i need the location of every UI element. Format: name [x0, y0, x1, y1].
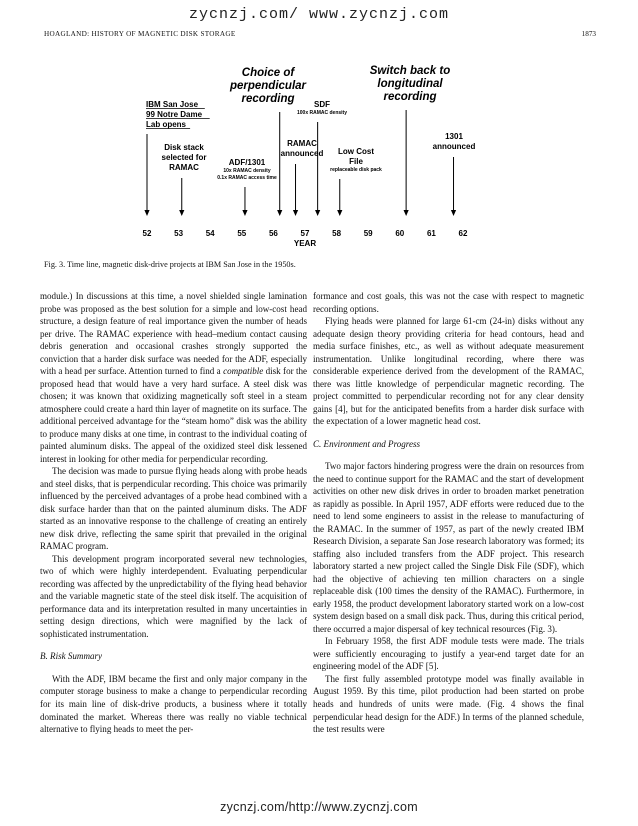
paragraph-text: Two major factors hindering progress were the drain on resources from the need to continue support for the RAMAC and the start of development activities on other new disk drives in order to broaden market penetration as rapidly as possible. In April 1957, ADF efforts were reduced due to the need to lend some engineers to assist in the release to manufacturing of the RAMAC. In the summer of 1957, as part of the newly created IBM Research Division, a separate San Jose research laboratory was formed; its staffing also included transfers from the ADF project. This research laboratory started a new project called the Single Disk File (SDF), which had the objective of achieving ten million characters on a single replaceable disk (100 times the density of the RAMAC). Furthermore, in early 1958, the product development laboratory started work on a low-cost system design based on a small disk pack. Thus, during this critical period, there occurred a major dispersal of key technical resources (Fig. 3).	[313, 461, 584, 634]
body-paragraph	[40, 673, 307, 736]
body-paragraph	[313, 315, 584, 428]
event-label: RAMAC	[287, 139, 317, 148]
event-label: announced	[280, 149, 324, 158]
arrow-head	[451, 210, 456, 216]
body-paragraph	[40, 290, 307, 465]
paragraph-text: module.) In discussions at this time, a novel shielded single lamination probe was proposed as the best solution for a simple and low-cost head structure, a design feature of real importance given the number of heads per drive. The RAMAC experience with head–medium contact causing debris generation and occasional crashes strongly supported the conviction that a harder disk surface was needed for the ADF, especially with a head per surface. Attention turned to find a	[40, 291, 307, 377]
body-paragraph	[313, 673, 584, 736]
paragraph-text: With the ADF, IBM became the first and only major company in the computer storage business to make a change to perpendicular recording for its main line of disk-drive products, a business where it totally dominated the market. Whereas there was really no viable technical alternative to flying heads to meet the per-	[40, 673, 307, 735]
running-head: HOAGLAND: HISTORY OF MAGNETIC DISK STORAGE	[44, 30, 236, 38]
section-heading: C. Environment and Progress	[313, 438, 421, 449]
event-label: File	[349, 157, 363, 166]
watermark-bottom: zycnzj.com/http://www.zycnzj.com	[220, 800, 418, 814]
body-paragraph	[40, 553, 307, 641]
event-label: 99 Notre Dame	[146, 110, 203, 119]
longitudinal-heading-line: Switch back to	[369, 65, 451, 77]
axis-tick-label: 53	[174, 229, 184, 238]
body-paragraph	[313, 290, 584, 315]
event-label: Low Cost	[338, 147, 374, 156]
paragraph-text: The first fully assembled prototype model was finally available in August 1959. By this time, pilot production had been started on probe heads and hundreds of units were made. (Fig. 4 shows the final perpendicular head design for the ADF.) In terms of the planned schedule, the test results were	[313, 673, 584, 735]
body-paragraph	[313, 460, 584, 635]
paragraph-text: Flying heads were planned for large 61-cm (24-in) disks without any adequate design theory providing criteria for head contours, head and media surface finishes, etc., as well as without adequate measurement instrumentation. Unlike longitudinal recording, where there was considerable experience derived from the development of the RAMAC, there was little knowledge of perpendicular magnetic recording. The project committed to perpendicular recording not for any clear density gains [4], but for the anticipated benefits from a harder disk surface with the expectation of a lower magnetic head cost.	[313, 316, 584, 427]
watermark-top: zycnzj.com/ www.zycnzj.com	[188, 6, 450, 23]
event-label: announced	[432, 142, 476, 151]
event-label: RAMAC	[169, 163, 199, 172]
axis-tick-label: 59	[363, 229, 373, 238]
paragraph-text: In February 1958, the first ADF module tests were made. The trials were sufficiently encouraging to justify a year-end target date for an engineering model of the ADF [5].	[313, 636, 584, 672]
arrow-head	[277, 210, 282, 216]
arrow-head	[337, 210, 342, 216]
left-column	[40, 290, 307, 736]
right-column	[313, 290, 584, 736]
emphasis: compatible	[223, 366, 264, 377]
arrow-head	[242, 210, 247, 216]
axis-tick-label: 57	[300, 229, 310, 238]
perpendicular-heading-line: recording	[241, 93, 295, 105]
perpendicular-heading-line: Choice of	[241, 67, 295, 79]
body-paragraph	[313, 635, 584, 673]
longitudinal-heading-line: longitudinal	[377, 78, 443, 90]
arrow-head	[293, 210, 298, 216]
event-label: SDF	[314, 100, 330, 109]
axis-tick-label: 58	[332, 229, 342, 238]
event-label: Lab opens	[146, 120, 187, 129]
axis-tick-label: 60	[395, 229, 405, 238]
event-sublabel: 10x RAMAC density	[223, 168, 271, 174]
arrow-head	[404, 210, 409, 216]
perpendicular-heading-line: perpendicular	[229, 80, 307, 92]
paragraph-text: formance and cost goals, this was not the case with respect to magnetic recording options.	[313, 291, 584, 314]
event-label: ADF/1301	[228, 158, 266, 167]
page-number: 1873	[581, 30, 596, 38]
event-label: IBM San Jose	[146, 100, 199, 109]
paragraph-text: The decision was made to pursue flying heads along with probe heads and steel disks, that is perpendicular recording. This choice was primarily influenced by the perceived advantages of a probe head combined with a disk surface harder than that on the painted aluminum disks. The ADF started as an innovative response to the challenge of creating an entirely new disk drive, reflecting the same spirit that prevailed in the original RAMAC program.	[40, 466, 307, 552]
axis-tick-label: 56	[268, 229, 278, 238]
axis-tick-label: 52	[142, 229, 152, 238]
axis-tick-label: 62	[458, 229, 468, 238]
arrow-head	[144, 210, 149, 216]
paragraph-text: disk for the proposed head that would have a very hard surface. A steel disk was chosen; it was known that oxidizing magnetically soft steel in a steam atmosphere could create a hard thin layer of magnetite on its surface. The additional perceived advantage for the “steam homo” disk was the ability to produce many disks at one time, in contrast to the individual coating of painted aluminum disks. The appeal of the oxidized steel disk lessened interest in looking for other media for perpendicular recording.	[40, 366, 308, 464]
event-label: Disk stack	[164, 143, 204, 152]
figure-caption: Fig. 3. Time line, magnetic disk-drive projects at IBM San Jose in the 1950s.	[44, 260, 296, 269]
axis-title: YEAR	[293, 239, 317, 248]
axis-tick-label: 54	[205, 229, 215, 238]
event-sublabel: 100x RAMAC density	[296, 110, 348, 116]
timeline-figure	[0, 0, 638, 260]
axis-tick-label: 55	[237, 229, 247, 238]
event-label: selected for	[161, 153, 207, 162]
section-heading: B. Risk Summary	[40, 651, 103, 662]
body-paragraph	[40, 465, 307, 553]
longitudinal-heading-line: recording	[383, 91, 437, 103]
event-sublabel: replaceable disk pack	[330, 167, 382, 173]
paragraph-text: This development program incorporated several new technologies, two of which were highly interdependent. Evaluating perpendicular recording was affected by the unpredictability of the flying head behavior and the variable magnetic state of the steel disk itself. The acquisition of performance data and its interpretation resulted in many uncertainties in setting design directions, which were magnified by the lack of sophisticated instrumentation.	[40, 553, 307, 639]
event-label: 1301	[445, 132, 463, 141]
event-sublabel: 0.1x RAMAC access time	[217, 175, 277, 181]
axis-tick-label: 61	[426, 229, 436, 238]
arrow-head	[179, 210, 184, 216]
arrow-head	[315, 210, 320, 216]
